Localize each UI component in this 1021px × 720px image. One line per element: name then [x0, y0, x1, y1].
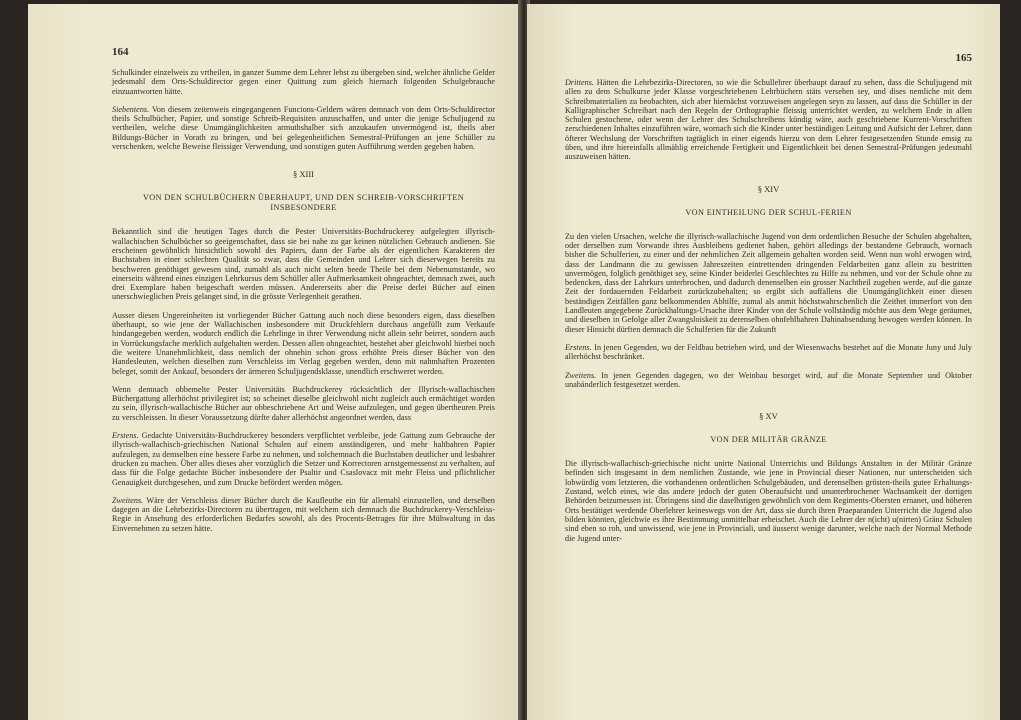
- paragraph-lead: Zweitens.: [565, 370, 597, 380]
- paragraph: [565, 371, 972, 390]
- section-number: § XIII: [292, 169, 314, 180]
- paragraph: [565, 78, 972, 162]
- section-heading: VON DER MILITÄR GRÄNZE: [710, 435, 827, 445]
- paragraph: [565, 232, 972, 334]
- paragraph-lead: Siebentens.: [112, 104, 150, 114]
- paragraph-text: Wäre der Verschleiss dieser Bücher durch die Kaufleuthe ein für allemahl einzustellen, und derselben dagegen an die Lehrbezirks-Directoren zu übertragen, mit welchem sich demnach die Buchdruckerey-Verschleiss-Regie in Ansehung des erforderlichen Bedarfes sowohl, als des Procents-Betrages für ihre Mühwaltung in das Einvernehmen zu setzen hätte.: [112, 495, 495, 533]
- section-number: § XV: [759, 411, 778, 422]
- paragraph-text: Von diesem zeitenweis eingegangenen Funcions-Geldern wären demnach von dem Orts-Schuldirector theils Schulbücher, Papier, und sonstige Schreib-Requisiten anzuschaffen, und unter die jenige Schuljugend zu vertheilen, welche diese Unumgänglichkeiten armuthshalber sich anzukaufen unvermögend ist, theils aber Bildungs-Bücher in Vorath zu bringen, und bei gelegenheitlichen Semestral-Prüfungen an jene Schüller zu verschenken, welche Beweise fleissiger Verwendung, und sonstigen guten Aufführung werden gegeben haben.: [112, 104, 495, 152]
- paragraph-lead: Erstens.: [112, 431, 139, 441]
- paragraph-lead: Zweitens.: [112, 495, 144, 505]
- paragraph-text: Wenn demnach obbemelte Pester Universitäts Buchdruckerey rücksichtlich der Illyrisch-wallachischen Büchergattung allerhöchst privilegiret ist; so scheinet dieselbe gleichwohl nicht zugleich auch ermächtiget worden zu sein, illyrisch-wallachische Bücher aur obbeschriebene Art und Weise aufzulegen, und gegen übertheuren Preis zu verschleissen. In dieser Voraussetzung dürfte daher allerhöchst angeordnet werden, dass: [112, 384, 495, 422]
- right-page: [527, 4, 1000, 720]
- section-heading: VON EINTHEILUNG DER SCHUL-FERIEN: [685, 207, 852, 217]
- paragraph-text: In jenen Gegenden dagegen, wo der Weinbau besorget wird, auf die Monate September und Oktober unabänderlich festgesetzet werden.: [565, 370, 972, 389]
- section-number: § XIV: [757, 183, 780, 194]
- paragraph-text: Die illyrisch-wallachisch-griechische nicht unirte National Unterrichts und Bildungs Anstalten in der Militär Gränze befinden sich insgesamt in dem nemlichen Zustande, wie jene in Provincial dieser Nationen, nur unterscheiden sich lobwürdig vom letzteren, die vorhandenen ordentlichen Schulgebäuden, und derenselben grösten-theils gutee Erhaltungs-Zustand, welch eines, wie das andere jedoch der guten Oberaufsicht und ununterbrochener Wachsamkeit der dortigen Behörden beizumessen ist. Übringens sind die daselbstigen gewöhnlich von dem Regiments-Obersten ernanet, und höheren Orts bestätiget werdende Oberlehrer keineswegs von der Art, dass sie durch ihren Praeparanden Unterricht die Jugend also bilden könnten, gleichwie es ihre Bestimmung unmittelbar erheischet. Auch die Lehrer der n(icht) u(nirten) Gränz Schulen sind eben so roh, und unwissend, wie jene in Provinciali, und äusserst wenige darunter, welche nach der Normal Methode die Jugend unter-: [565, 459, 972, 543]
- paragraph: [565, 459, 972, 543]
- page-number: 164: [112, 46, 129, 58]
- page-number: 165: [955, 52, 972, 64]
- paragraph: [112, 68, 495, 96]
- paragraph-text: Schulkinder einzelweis zu vrtheilen, in ganzer Summe dem Lehrer lebst zu übergeben sind, welcher ähnliche Gelder jedesmahl dem Orts-Schuldirector gegen einer Quittung zum gleich hiernach folgenden Schulgebrauche einzuantworten hätte.: [112, 68, 495, 96]
- paragraph-lead: Erstens.: [565, 342, 592, 352]
- paragraph-text: Zu den vielen Ursachen, welche die illyrisch-wallachische Jugend von dem ordentlichen Besuche der Schulen abgehalten, oder derselben zum Vorwande ihres Ausbleibens gedienet haben, gehört alledings der bestandene Gebrauch, wornach bisher die Schulferien, zu einer und der nehmlichen Zeit allgemein gehalten worden seid. Wenn nun wohl erwogen wird, dass der Landmann die zu gewissen Jahreszeiten eintrettenden dringenden Feldarbeiten ganz allein zu bestritten unvermögen, folglich genöthiget sey, seine Kinder beiderlei Geschlechtes zu Hilfe zu nehmen, und vor der Schule ohne zu bedencken, dass der Lahrkurs unterbrochen, und dadurch denenselben ein grosser Nachtheil zugehen werde, auf die ganze Zeit der fordauernden Feldarbeit zurückzubehalten; so ergibt sich auffallens die Unumgänglichkeit einer diesen beständigen Zeitfällen ganz belkommenden Abhilfe, zumal als anmit höchstwahrschenlich die Zeithet immerfort von den Landleuten angegebene Zurückhaltungs-Ursache ihrer Kinder von der Schule vollständig möchte aus dem Wege geräumet, und dieselben in Gefolge aller Zwangsloiskeit zu derenselben ohnfehlbahren Dahinabsendung bewogen werden können. In dieser Hinsicht dürften demnach die Schulferien für die Zukunft: [565, 231, 972, 334]
- paragraph: [565, 343, 972, 362]
- paragraph: [112, 105, 495, 151]
- paragraph-lead: Drittens.: [565, 78, 595, 87]
- paragraph-text: Hätten die Lehrbezirks-Directoren, so wie die Schullehrer überhaupt darauf zu sehen, dass die Schuljugend mit allen zu dem Schulkurse jeder Klasse vorgeschriebenen Lehrbüchern stäts versehen sey, und dises nemliche mit dem Schreibmaterialien zu beobachten, sich aber hiernächst vorzuweisen angelegen seyn zu lassen, auf dass die Schüller in der Kalligraphischer Schreibart nach den Regeln der Orthographie fleissig unterrichtet werden, zu welchem Ende in allen Schulen gestochene, oder wenn der Lehrer des Schulschreibens kündig wäre, auch geschriebene Kurrent-Vorschriften zerschiedenen Inhaltes einzuführen wäre, wornach sich die Kinder unter beständigen Leitung und Aufsicht der Lehrer, dann öfterer Wechslung der Vorschriften tagtäglich in einer eigends hierzu von dem Lehrer festgesetzenden Stunde emsig zu üben, und ihre hiereinfalls allmählig erreichende Fertigkeit und Eigentlichkeit bei denen Semestral-Prüfungen jedesmahl auszuweisen hätten.: [565, 78, 973, 162]
- paragraph-text: Ausser diesen Ungereinheiten ist vorliegender Bücher Gattung auch noch diese besonders eigen, dass dieselben überhaupt, so wie jene der Wallachischen insbesondere mit Druckfehlern durchaus angefüllt zum Verkaufe hindangegeben werden, wodurch endlich die Lehrlinge in ihrer Verwendung nicht allein sehr beirret, sondern auch in Vorrückungsfache merklich aufgehalten werden. Dessen allen ohngeachtet, bestehet aber gleichwohl hierbei noch die weitere Unanehmlichkeit, dass nemlich der ohnehin schon gross erhöhte Preis dieser Bücher von den Handesleuten, welchen dieselben zum Verschleiss im Verlag gegeben werden, denn mit nahmhaften Prozenten beleget, somit der Ankauf, besonders der ärmeren Schuljugendsklasse, unendlich erschweret werden.: [112, 310, 495, 376]
- paragraph-text: Bekanntlich sind die heutigen Tages durch die Pester Universitäts-Buchdruckerey aufgelegten illyrisch-wallachischen Schulbücher so geeigenschaftet, dass sie bei nahe zu gar keinen nützlichen Gebrauch andienen. Sie erscheinen gewöhnlich hinsichtlich sowohl des Papiers, dann der Farbe als der eigentlichen Karakteren der Buchstaben in einer schlechten Qualität so zwar, dass die Gemeinden und Lehrer sich dieserwegen bereits zu beschweren genöthiget gewesen sind, zumahl als auch nicht selten beede Theile bei dem Nebenumstande, wo einerseits während eines einzigen Lehrkursus dem Schüller aller Aufmerksamkeit ohngeachtet, demnach zwei, auch drei Exemplare haben beigeschaft werden müssen. Andererseits aber die Preise derlei Bücher auf einen unerschwieglichen Preis gelanget sind, in die grösste Verlegenheit gerathen.: [112, 227, 495, 302]
- paragraph: [112, 496, 495, 533]
- left-page: [28, 4, 521, 720]
- paragraph-text: Gedachte Universitäts-Buchdruckerey besonders verpflichtet verbleibe, jede Gattung zum Gebrauche der illyrisch-wallachisch-griechischen National Schulen auf einem anständigeren, und mehr haltbahren Papier aufzulegen, zu demselben eine bessere Farbe zu nehmen, und solchemnach die Buchstaben deutlicher und lesbahrer drucken zu machen. Über alles dieses aber vorzüglich die Setzer und Korrectoren arnstgemessenst zu verhalten, auf dass für die Folge gedachte Bücher insbesondere der Psaltir und Csaslovacz mit mehr Fleiss und pflichtlicher Genauigkeit durchgesehen, und zum Drucke befördert werden mögen.: [112, 431, 496, 487]
- paragraph: [112, 431, 495, 487]
- paragraph-text: In jenen Gegenden, wo der Feldbau betrieben wird, und der Wiesenwachs bestehet auf die Monate Juny und July allerhöchst beschränket.: [565, 342, 973, 362]
- paragraph: [112, 227, 495, 301]
- section-heading: VON DEN SCHULBÜCHERN ÜBERHAUPT, UND DEN SCHREIB-VORSCHRIFTEN INSBESONDERE: [142, 193, 465, 213]
- paragraph: [112, 311, 495, 376]
- paragraph: [112, 385, 495, 422]
